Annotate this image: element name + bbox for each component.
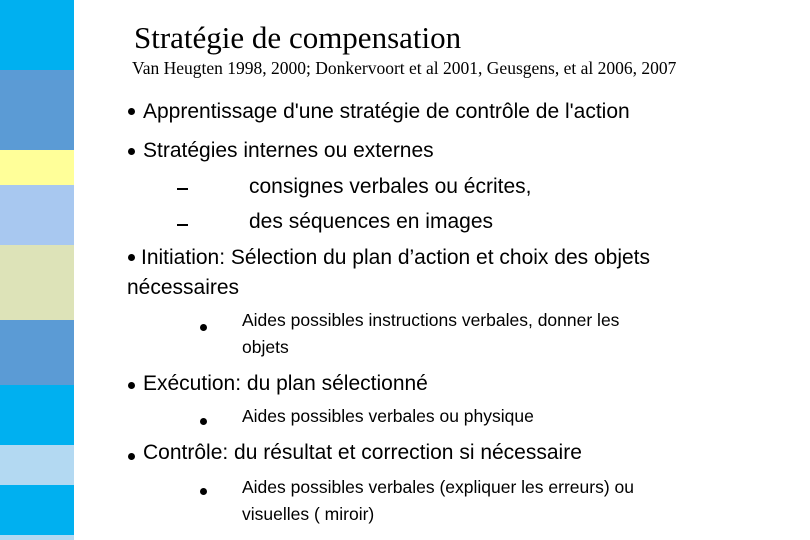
sub-bullet-text: Aides possibles verbales ou physique: [242, 406, 534, 426]
strip-band: [0, 320, 74, 385]
sub-bullet-text: des séquences en images: [249, 210, 493, 233]
bullet-dot: [128, 148, 135, 155]
strip-band: [0, 185, 74, 245]
bullet-text-continuation: nécessaires: [127, 276, 240, 299]
bullet-text: Apprentissage d'une stratégie de contrôle de l'action: [143, 100, 630, 123]
bullet-text: Stratégies internes ou externes: [143, 139, 434, 162]
strip-band: [0, 150, 74, 185]
sub-bullet-dot: [200, 418, 207, 425]
sub-bullet-text: Aides possibles verbales (expliquer les erreurs) ou: [242, 477, 634, 497]
sub-bullet-dot: [200, 324, 207, 331]
bullet-text: Contrôle: du résultat et correction si nécessaire: [143, 441, 582, 464]
bullet-text: Initiation: Sélection du plan d’action et choix des objets: [141, 246, 650, 269]
slide-title: Stratégie de compensation: [134, 20, 462, 55]
bullet-dot: [128, 382, 135, 389]
sub-bullet-text-continuation: objets: [242, 337, 289, 357]
sub-bullet-dash: [177, 224, 188, 226]
strip-band: [0, 445, 74, 485]
strip-band: [0, 70, 74, 150]
bullet-dot: [128, 453, 135, 460]
slide-subtitle: Van Heugten 1998, 2000; Donkervoort et al 2001, Geusgens, et al 2006, 2007: [132, 58, 677, 78]
sub-bullet-text: Aides possibles instructions verbales, donner les: [242, 310, 620, 330]
strip-band: [0, 385, 74, 445]
bullet-dot: [128, 254, 135, 261]
sub-bullet-text-continuation: visuelles ( miroir): [242, 504, 375, 524]
sub-bullet-dash: [177, 188, 188, 190]
strip-band: [0, 485, 74, 535]
strip-band: [0, 245, 74, 320]
bullet-text: Exécution: du plan sélectionné: [143, 372, 428, 395]
sub-bullet-dot: [200, 488, 207, 495]
left-decorative-strip: [0, 0, 74, 540]
bullet-dot: [128, 108, 135, 115]
strip-band: [0, 0, 74, 70]
sub-bullet-text: consignes verbales ou écrites,: [249, 175, 532, 198]
strip-band: [0, 535, 74, 540]
